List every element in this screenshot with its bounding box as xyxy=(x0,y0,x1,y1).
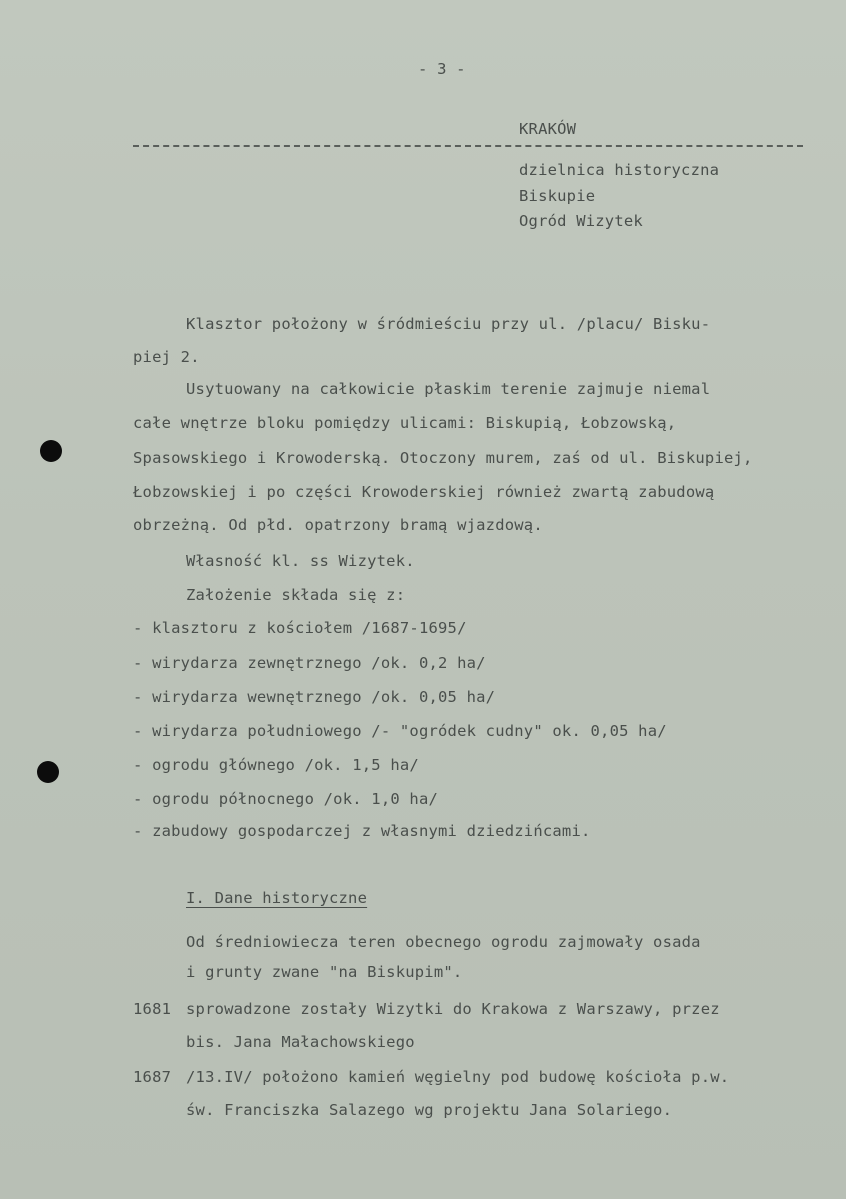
header-line: Ogród Wizytek xyxy=(519,212,643,230)
section-heading: I. Dane historyczne xyxy=(186,889,368,907)
header-city: KRAKÓW xyxy=(519,120,577,138)
header-line: dzielnica historyczna xyxy=(519,161,720,179)
body-line: Spasowskiego i Krowoderską. Otoczony murem, zaś od ul. Biskupiej, xyxy=(133,449,753,467)
body-line: Klasztor położony w śródmieściu przy ul. /placu/ Bisku- xyxy=(186,315,711,333)
body-line: Łobzowskiej i po części Krowoderskiej również zwartą zabudową xyxy=(133,483,715,501)
body-line: obrzeżną. Od płd. opatrzony bramą wjazdową. xyxy=(133,516,543,534)
header-line: Biskupie xyxy=(519,187,596,205)
list-item: - ogrodu północnego /ok. 1,0 ha/ xyxy=(133,790,439,808)
body-line: całe wnętrze bloku pomiędzy ulicami: Biskupią, Łobzowską, xyxy=(133,414,677,432)
body-line: piej 2. xyxy=(133,348,200,366)
punch-hole-bottom xyxy=(37,761,59,783)
section-line: i grunty zwane "na Biskupim". xyxy=(186,963,463,981)
page-number: - 3 - xyxy=(418,60,466,78)
entry-line: /13.IV/ położono kamień węgielny pod budowę kościoła p.w. xyxy=(186,1068,730,1086)
body-line: Usytuowany na całkowicie płaskim terenie zajmuje niemal xyxy=(186,380,711,398)
entry-line: bis. Jana Małachowskiego xyxy=(186,1033,415,1051)
entry-line: sprowadzone zostały Wizytki do Krakowa z Warszawy, przez xyxy=(186,1000,720,1018)
entry-year: 1681 xyxy=(133,1000,172,1018)
entry-line: św. Franciszka Salazego wg projektu Jana Solariego. xyxy=(186,1101,673,1119)
punch-hole-top xyxy=(40,440,62,462)
list-item: - klasztoru z kościołem /1687-1695/ xyxy=(133,619,467,637)
section-line: Od średniowiecza teren obecnego ogrodu zajmowały osada xyxy=(186,933,701,951)
entry-year: 1687 xyxy=(133,1068,172,1086)
list-item: - wirydarza zewnętrznego /ok. 0,2 ha/ xyxy=(133,654,486,672)
list-item: - wirydarza południowego /- "ogródek cudny" ok. 0,05 ha/ xyxy=(133,722,667,740)
list-item: - wirydarza wewnętrznego /ok. 0,05 ha/ xyxy=(133,688,496,706)
header-rule xyxy=(133,145,803,147)
list-item: - ogrodu głównego /ok. 1,5 ha/ xyxy=(133,756,419,774)
body-line: Założenie składa się z: xyxy=(186,586,406,604)
list-item: - zabudowy gospodarczej z własnymi dziedzińcami. xyxy=(133,822,591,840)
body-line: Własność kl. ss Wizytek. xyxy=(186,552,415,570)
